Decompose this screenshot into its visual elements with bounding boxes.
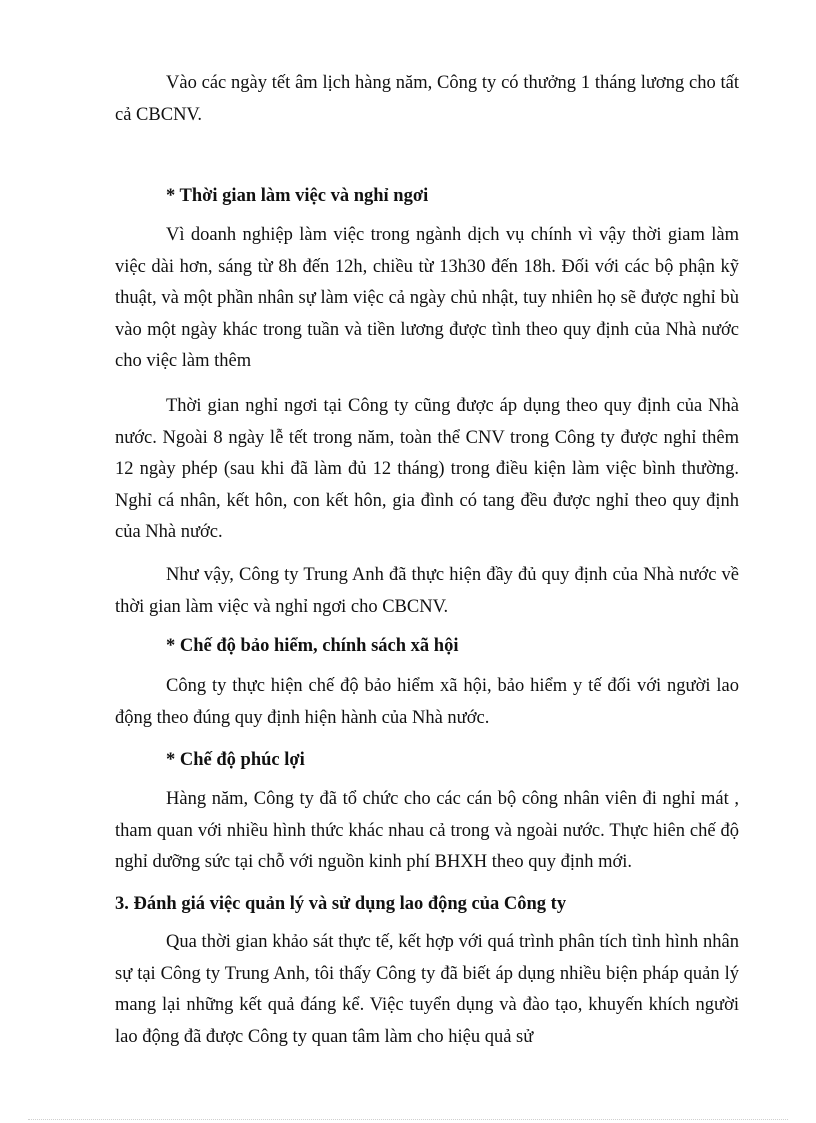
paragraph-summary: Như vậy, Công ty Trung Anh đã thực hiện đầy đủ quy định của Nhà nước về thời gian làm việc và nghỉ ngơi cho CBCNV.: [115, 565, 739, 617]
paragraph-tet-bonus: Vào các ngày tết âm lịch hàng năm, Công ty có thưởng 1 tháng lương cho tất cả CBCNV.: [115, 73, 739, 125]
paragraph-evaluation: Qua thời gian khảo sát thực tế, kết hợp với quá trình phân tích tình hình nhân sự tại Công ty Trung Anh, tôi thấy Công ty đã biết áp dụng nhiều biện pháp quản lý mang lại những kết quả đáng kể. Việc tuyển dụng và đào tạo, khuyến khích người lao động đã được Công ty quan tâm làm cho hiệu quả sử: [115, 932, 739, 1047]
heading-welfare: * Chế độ phúc lợi: [166, 750, 305, 770]
paragraph-working-hours: Vì doanh nghiệp làm việc trong ngành dịch vụ chính vì vậy thời giam làm việc dài hơn, sáng từ 8h đến 12h, chiều từ 13h30 đến 18h. Đối với các bộ phận kỹ thuật, và một phần nhân sự làm việc cả ngày chủ nhật, tuy nhiên họ sẽ được nghỉ bù vào một ngày khác trong tuần và tiền lương được tình theo quy định của Nhà nước cho việc làm thêm: [115, 225, 739, 372]
heading-section-3: 3. Đánh giá việc quản lý và sử dụng lao động của Công ty: [115, 894, 567, 914]
heading-work-time: * Thời gian làm việc và nghỉ ngơi: [166, 186, 429, 206]
page-bottom-rule: [28, 1119, 788, 1120]
paragraph-welfare: Hàng năm, Công ty đã tổ chức cho các cán bộ công nhân viên đi nghỉ mát , tham quan với nhiều hình thức khác nhau cả trong và ngoài nước. Thực hiên chế độ nghỉ dưỡng sức tại chỗ với nguồn kinh phí BHXH theo quy định mới.: [115, 789, 739, 873]
paragraph-insurance: Công ty thực hiện chế độ bảo hiểm xã hội, bảo hiểm y tế đối với người lao động theo đúng quy định hiện hành của Nhà nước.: [115, 676, 739, 728]
paragraph-rest-time: Thời gian nghỉ ngơi tại Công ty cũng được áp dụng theo quy định của Nhà nước. Ngoài 8 ngày lễ tết trong năm, toàn thể CNV trong Công ty được nghỉ thêm 12 ngày phép (sau khi đã làm đủ 12 tháng) trong điều kiện làm việc bình thường. Nghỉ cá nhân, kết hôn, con kết hôn, gia đình có tang đều được nghỉ theo quy định của Nhà nước.: [115, 396, 739, 543]
heading-insurance: * Chế độ bảo hiểm, chính sách xã hội: [166, 636, 459, 656]
